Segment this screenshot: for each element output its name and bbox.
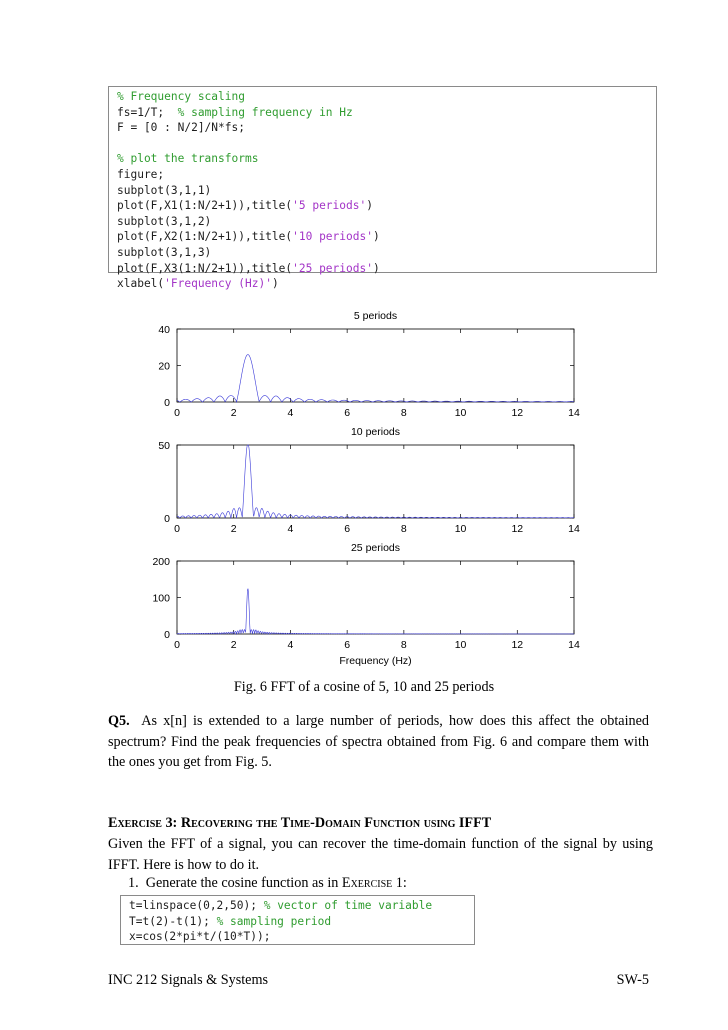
y-tick-label: 0: [164, 513, 170, 525]
x-tick-label: 14: [568, 523, 580, 535]
code-line: % plot the transforms: [117, 152, 259, 166]
code-line: plot(F,X1(1:N/2+1)),title('5 periods'): [117, 199, 373, 213]
figure-caption: Fig. 6 FFT of a cosine of 5, 10 and 25 periods: [233, 679, 495, 695]
x-tick-label: 8: [400, 523, 407, 535]
x-tick-label: 12: [511, 407, 524, 419]
exercise-heading-title: Recovering the Time-Domain Function using IFFT: [180, 815, 492, 831]
y-tick-label: 100: [152, 592, 170, 605]
x-tick-label: 6: [344, 407, 351, 419]
x-tick-label: 2: [230, 523, 237, 535]
y-tick-label: 50: [158, 440, 170, 452]
code-line: subplot(3,1,2): [117, 214, 212, 228]
x-tick-label: 2: [230, 639, 237, 651]
step-reference: Exercise 1: [341, 875, 403, 891]
x-axis-label: Frequency (Hz): [339, 655, 412, 667]
x-tick-label: 10: [454, 639, 467, 651]
y-tick-label: 0: [164, 397, 170, 409]
step-end: :: [402, 875, 407, 891]
question-q5: [108, 711, 649, 773]
exercise-heading-prefix: Exercise 3:: [108, 815, 181, 831]
x-tick-label: 10: [454, 407, 467, 419]
question-text: As x[n] is extended to a large number of periods, how does this affect the obtained spectrum? Find the peak frequencies of spectra obtained from Fig. 6 and compare them with the ones you get from Fig. 5.: [108, 713, 650, 770]
code-line: xlabel('Frequency (Hz)'): [117, 277, 279, 291]
x-tick-label: 14: [568, 639, 580, 651]
x-tick-label: 6: [344, 639, 351, 651]
x-tick-label: 12: [511, 523, 524, 535]
code-block-cosine: [120, 895, 475, 945]
subplot-2: [158, 426, 580, 535]
code-line: plot(F,X2(1:N/2+1)),title('10 periods'): [117, 230, 380, 244]
plot-frame: [177, 445, 574, 518]
code-line: F = [0 : N/2]/N*fs;: [117, 121, 245, 135]
code-line: t=linspace(0,2,50); % vector of time variable: [129, 899, 433, 912]
x-tick-label: 14: [568, 407, 580, 419]
x-tick-label: 2: [230, 407, 237, 419]
y-tick-label: 20: [158, 360, 170, 373]
exercise-heading: [108, 815, 491, 832]
code-line: subplot(3,1,3): [117, 245, 212, 259]
x-tick-label: 0: [174, 407, 180, 419]
code-line: fs=1/T; % sampling frequency in Hz: [117, 105, 353, 119]
subplot-1: [158, 310, 580, 419]
x-tick-label: 8: [400, 639, 407, 651]
x-tick-label: 12: [511, 639, 524, 651]
plot-frame: [177, 329, 574, 402]
code-line: T=t(2)-t(1); % sampling period: [129, 914, 332, 928]
x-tick-label: 0: [174, 523, 180, 535]
x-tick-label: 8: [400, 407, 407, 419]
footer-course: INC 212 Signals & Systems: [108, 972, 269, 988]
y-tick-label: 40: [158, 324, 170, 336]
code-line: plot(F,X3(1:N/2+1)),title('25 periods'): [117, 261, 380, 275]
plot-frame: [177, 561, 574, 634]
x-tick-label: 4: [287, 523, 294, 535]
y-tick-label: 0: [164, 629, 170, 641]
question-label: Q5.: [108, 713, 130, 729]
step-number: 1.: [128, 875, 139, 891]
x-tick-label: 4: [287, 639, 294, 651]
code-line: x=cos(2*pi*t/(10*T));: [129, 930, 271, 944]
subplot-title: 10 periods: [350, 426, 401, 438]
y-tick-label: 200: [152, 556, 170, 568]
footer-page-number: SW-5: [616, 972, 649, 988]
code-line: figure;: [117, 167, 165, 181]
x-tick-label: 6: [344, 523, 351, 535]
code-line: subplot(3,1,1): [117, 183, 212, 197]
step-text: Generate the cosine function as in: [145, 875, 342, 891]
subplot-3: [152, 542, 580, 667]
code-line: % Frequency scaling: [117, 90, 245, 103]
x-tick-label: 10: [454, 523, 467, 535]
exercise-step-1: [128, 875, 407, 892]
subplot-title: 5 periods: [353, 310, 398, 322]
x-tick-label: 4: [287, 407, 294, 419]
exercise-body: Given the FFT of a signal, you can recover the time-domain function of the signal by using IFFT. Here is how to do it.: [108, 836, 653, 873]
subplot-title: 25 periods: [350, 542, 401, 554]
x-tick-label: 0: [174, 639, 180, 651]
